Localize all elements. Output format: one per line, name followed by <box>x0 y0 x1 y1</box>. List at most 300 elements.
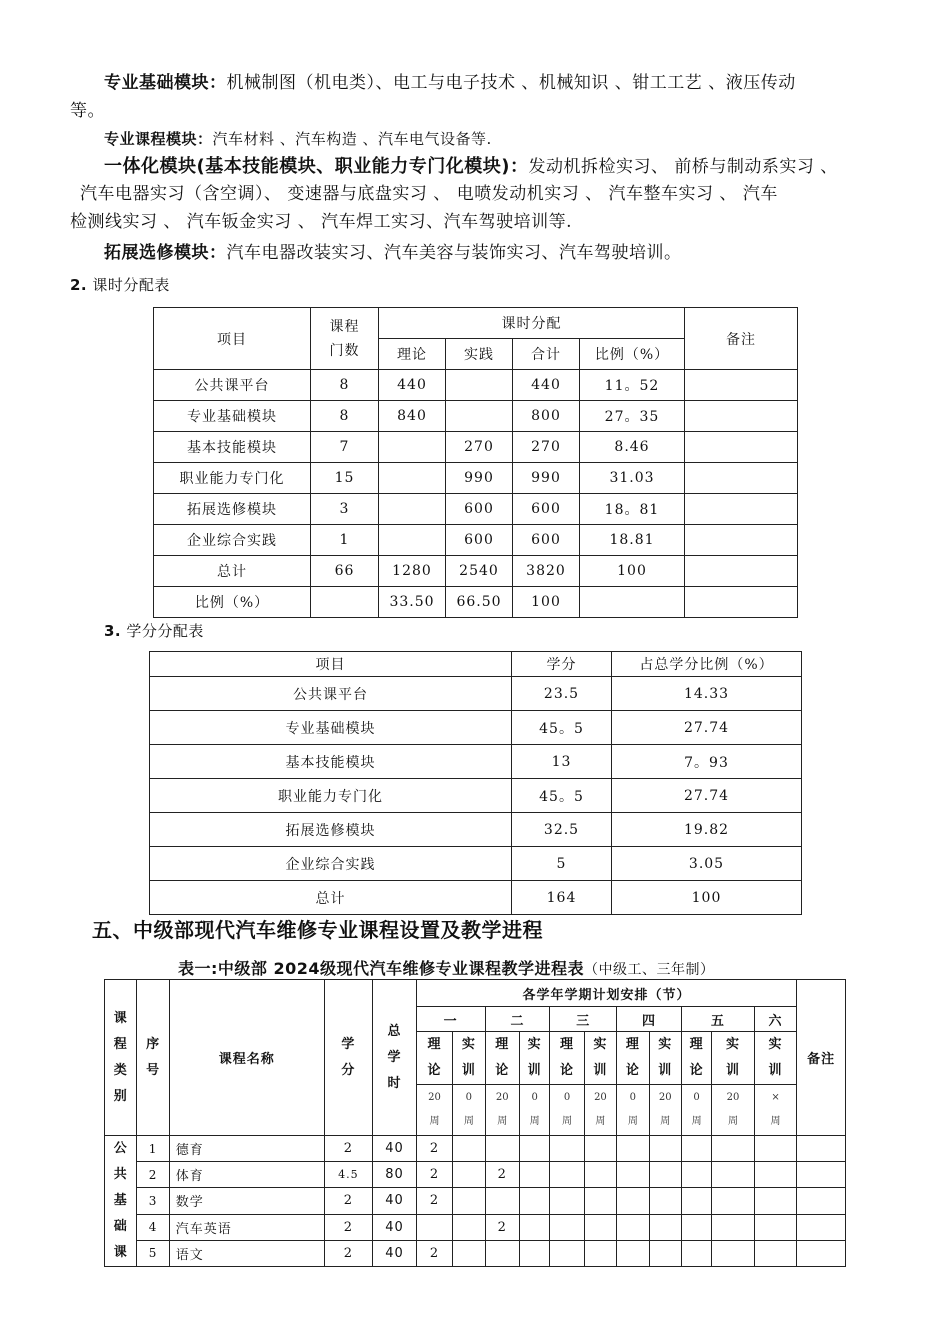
hours-table-cell <box>685 370 798 401</box>
plan-cell <box>712 1162 755 1188</box>
plan-cell <box>681 1162 711 1188</box>
note-cell <box>797 1162 846 1188</box>
vertical-char: 实 <box>768 1037 783 1052</box>
week-count: 0 <box>531 1092 538 1103</box>
plan-cell <box>584 1162 616 1188</box>
schedule-row <box>105 1214 846 1240</box>
hours-table-cell: 66 <box>311 556 379 587</box>
hours-table-row <box>154 587 798 618</box>
week-unit: 周 <box>562 1116 573 1127</box>
plan-cell <box>584 1214 616 1240</box>
credits-table-row <box>150 745 802 779</box>
plan-cell: 2 <box>416 1188 452 1214</box>
plan-cell <box>519 1214 549 1240</box>
hours-table-cell: 100 <box>580 556 685 587</box>
hours-table-cell: 8 <box>311 370 379 401</box>
hours-table-cell <box>580 587 685 618</box>
plan-cell <box>550 1136 584 1162</box>
hours-table-cell: 31.03 <box>580 463 685 494</box>
credits-table-cell: 企业综合实践 <box>150 847 512 881</box>
header-practice: 实践 <box>446 339 513 370</box>
credits-table-row <box>150 779 802 813</box>
schedule-row <box>105 1240 846 1266</box>
plan-cell <box>649 1240 681 1266</box>
section-5-heading: 五、中级部现代汽车维修专业课程设置及教学进程 <box>92 918 543 942</box>
term-header: 三 <box>550 1007 617 1032</box>
hours-table-row <box>154 432 798 463</box>
week-unit: 周 <box>463 1116 474 1127</box>
week-cell <box>617 1085 649 1136</box>
course-name-cell: 汽车英语 <box>169 1214 324 1240</box>
header-seq <box>137 980 169 1136</box>
plan-cell <box>712 1136 755 1162</box>
vertical-char: 论 <box>689 1063 704 1078</box>
plan-cell <box>681 1188 711 1214</box>
vertical-char: 训 <box>461 1063 476 1078</box>
week-count: 20 <box>726 1092 740 1103</box>
week-count: 0 <box>465 1092 473 1103</box>
paragraph-professional-courses <box>104 126 492 153</box>
vertical-char: 实 <box>461 1037 476 1052</box>
plan-cell <box>519 1188 549 1214</box>
hours-cell: 40 <box>373 1136 417 1162</box>
credits-table-cell: 100 <box>612 881 802 915</box>
vertical-char: 论 <box>625 1063 640 1078</box>
hours-table-cell: 18。81 <box>580 494 685 525</box>
week-cell <box>550 1085 584 1136</box>
plan-cell <box>681 1136 711 1162</box>
vertical-char: 础 <box>113 1219 128 1234</box>
hours-cell: 40 <box>373 1240 417 1266</box>
vertical-char: 共 <box>113 1167 128 1182</box>
credits-table-cell: 5 <box>512 847 612 881</box>
section-2-heading <box>70 272 170 299</box>
type-header <box>712 1032 755 1085</box>
hours-cell: 40 <box>373 1188 417 1214</box>
hours-table-cell: 7 <box>311 432 379 463</box>
hours-table-row <box>154 556 798 587</box>
hours-table-cell: 企业综合实践 <box>154 525 311 556</box>
credits-table-row <box>150 847 802 881</box>
vertical-char: 理 <box>560 1037 575 1052</box>
hours-table-row <box>154 494 798 525</box>
vertical-char: 理 <box>689 1037 704 1052</box>
hours-table-cell: 18.81 <box>580 525 685 556</box>
credits-table-cell: 45。5 <box>512 711 612 745</box>
credits-header-credit: 学分 <box>512 652 612 677</box>
header-course-name: 课程名称 <box>169 980 324 1136</box>
header-item: 项目 <box>154 308 311 370</box>
vertical-char: 公 <box>113 1141 128 1156</box>
vertical-char: 训 <box>593 1063 608 1078</box>
plan-cell <box>681 1214 711 1240</box>
section-2-title: 课时分配表 <box>92 276 170 294</box>
hours-table-cell <box>685 401 798 432</box>
hours-table-cell <box>685 494 798 525</box>
week-unit: 周 <box>429 1116 440 1127</box>
hours-cell: 80 <box>373 1162 417 1188</box>
plan-cell <box>649 1214 681 1240</box>
hours-table-cell <box>379 463 446 494</box>
section-3-title: 学分分配表 <box>126 622 204 640</box>
plan-cell <box>754 1240 797 1266</box>
vertical-char: 实 <box>593 1037 608 1052</box>
week-cell <box>453 1085 485 1136</box>
plan-cell <box>416 1214 452 1240</box>
vertical-char: 学 <box>341 1036 356 1052</box>
hours-table-cell: 11。52 <box>580 370 685 401</box>
plan-cell: 2 <box>416 1162 452 1188</box>
plan-cell: 2 <box>485 1214 519 1240</box>
week-count: 20 <box>658 1092 672 1103</box>
hours-table-cell: 600 <box>513 494 580 525</box>
vertical-char: 序 <box>146 1036 161 1052</box>
hours-table-cell: 1280 <box>379 556 446 587</box>
week-count: 20 <box>428 1092 441 1103</box>
week-unit: 周 <box>728 1116 739 1127</box>
section-3-heading <box>104 618 204 645</box>
plan-cell: 2 <box>416 1136 452 1162</box>
plan-cell <box>754 1188 797 1214</box>
seq-cell: 3 <box>137 1188 169 1214</box>
hours-table-cell: 440 <box>513 370 580 401</box>
schedule-table-subtitle: （中级工、三年制） <box>584 962 715 978</box>
plan-cell <box>754 1136 797 1162</box>
paragraph-electives <box>104 240 682 267</box>
hours-table-cell: 66.50 <box>446 587 513 618</box>
credits-table-cell: 总计 <box>150 881 512 915</box>
credits-table-cell: 职业能力专门化 <box>150 779 512 813</box>
credits-table-cell: 27.74 <box>612 779 802 813</box>
text-professional-courses: 汽车材料 、汽车构造 、汽车电气设备等. <box>212 130 492 148</box>
category-cell <box>105 1136 137 1267</box>
type-header <box>485 1032 519 1085</box>
header-total: 合计 <box>513 339 580 370</box>
type-header <box>681 1032 711 1085</box>
hours-table-cell: 1 <box>311 525 379 556</box>
plan-cell <box>550 1162 584 1188</box>
type-header <box>584 1032 616 1085</box>
header-alloc: 课时分配 <box>379 308 685 339</box>
credits-table-row <box>150 813 802 847</box>
credits-table-cell: 基本技能模块 <box>150 745 512 779</box>
type-header <box>416 1032 452 1085</box>
hours-table-cell: 990 <box>513 463 580 494</box>
credits-table-row <box>150 881 802 915</box>
term-header: 四 <box>617 1007 682 1032</box>
hours-table-cell: 总计 <box>154 556 311 587</box>
plan-cell <box>649 1136 681 1162</box>
term-header: 二 <box>485 1007 550 1032</box>
text-electives: 汽车电器改装实习、汽车美容与装饰实习、汽车驾驶培训。 <box>226 243 682 263</box>
note-cell <box>797 1240 846 1266</box>
week-cell <box>485 1085 519 1136</box>
hours-table-cell <box>379 525 446 556</box>
hours-table-cell <box>685 556 798 587</box>
week-unit: 周 <box>660 1116 671 1127</box>
hours-table-cell <box>446 401 513 432</box>
week-count: 0 <box>563 1092 571 1103</box>
vertical-char: 论 <box>427 1063 442 1078</box>
credits-table-cell: 3.05 <box>612 847 802 881</box>
hours-table-cell: 600 <box>446 494 513 525</box>
hours-table <box>153 307 798 618</box>
vertical-char: 理 <box>625 1037 640 1052</box>
plan-cell <box>649 1188 681 1214</box>
paragraph-professional-basics <box>104 70 796 97</box>
vertical-char: 理 <box>427 1037 442 1052</box>
credits-table-cell: 45。5 <box>512 779 612 813</box>
course-name-cell: 语文 <box>169 1240 324 1266</box>
plan-cell <box>584 1136 616 1162</box>
header-plan: 各学年学期计划安排（节） <box>416 980 797 1007</box>
plan-cell: 2 <box>485 1162 519 1188</box>
plan-cell <box>485 1136 519 1162</box>
credits-header-item: 项目 <box>150 652 512 677</box>
week-cell <box>584 1085 616 1136</box>
credits-table-cell: 7。93 <box>612 745 802 779</box>
section-2-number: 2. <box>70 276 88 294</box>
plan-cell <box>617 1162 649 1188</box>
credits-table-row <box>150 677 802 711</box>
plan-cell <box>453 1136 485 1162</box>
week-count: 20 <box>495 1092 509 1103</box>
week-unit: 周 <box>529 1116 540 1127</box>
plan-cell <box>550 1214 584 1240</box>
plan-cell <box>550 1240 584 1266</box>
credits-table-cell: 23.5 <box>512 677 612 711</box>
seq-cell: 5 <box>137 1240 169 1266</box>
vertical-char: 实 <box>527 1037 542 1052</box>
hours-table-cell <box>685 463 798 494</box>
plan-cell <box>649 1162 681 1188</box>
hours-table-cell: 拓展选修模块 <box>154 494 311 525</box>
week-cell <box>519 1085 549 1136</box>
hours-table-cell: 840 <box>379 401 446 432</box>
plan-cell <box>453 1162 485 1188</box>
hours-table-cell: 600 <box>513 525 580 556</box>
plan-cell <box>617 1240 649 1266</box>
header-ratio: 比例（%） <box>580 339 685 370</box>
week-unit: 周 <box>595 1116 606 1127</box>
paragraph-integrated-line2: 汽车电器实习（含空调）、 变速器与底盘实习 、 电喷发动机实习 、 汽车整车实习 、 汽车 <box>80 184 778 204</box>
hours-table-cell: 3 <box>311 494 379 525</box>
credit-cell: 2 <box>324 1188 373 1214</box>
hours-table-cell: 100 <box>513 587 580 618</box>
vertical-char: 实 <box>726 1037 741 1052</box>
type-header <box>550 1032 584 1085</box>
hours-table-cell <box>685 525 798 556</box>
hours-table-cell: 440 <box>379 370 446 401</box>
credits-table-cell: 公共课平台 <box>150 677 512 711</box>
label-professional-courses: 专业课程模块： <box>104 130 213 148</box>
text-integrated: 发动机拆检实习、 前桥与制动系实习 、 <box>528 157 838 177</box>
plan-cell <box>712 1188 755 1214</box>
week-cell <box>712 1085 755 1136</box>
schedule-table <box>104 979 846 1267</box>
hours-table-cell <box>311 587 379 618</box>
credits-table <box>149 651 802 915</box>
week-count: 0 <box>693 1092 700 1103</box>
vertical-char: 时 <box>387 1075 402 1091</box>
type-header <box>754 1032 797 1085</box>
vertical-char: 训 <box>768 1063 783 1078</box>
note-cell <box>797 1214 846 1240</box>
type-header <box>519 1032 549 1085</box>
vertical-char: 分 <box>341 1062 356 1078</box>
hours-table-cell: 3820 <box>513 556 580 587</box>
vertical-char: 总 <box>387 1023 402 1039</box>
plan-cell <box>617 1188 649 1214</box>
schedule-row <box>105 1188 846 1214</box>
hours-table-row <box>154 370 798 401</box>
vertical-char: 号 <box>146 1062 161 1078</box>
hours-cell: 40 <box>373 1214 417 1240</box>
vertical-char: 论 <box>560 1063 575 1078</box>
hours-table-cell: 270 <box>513 432 580 463</box>
term-header: 六 <box>754 1007 797 1032</box>
vertical-char: 训 <box>726 1063 741 1078</box>
week-count: × <box>771 1092 780 1103</box>
seq-cell: 4 <box>137 1214 169 1240</box>
hours-table-cell <box>685 587 798 618</box>
hours-table-cell: 公共课平台 <box>154 370 311 401</box>
header-category <box>105 980 137 1136</box>
hours-table-cell <box>446 370 513 401</box>
hours-table-cell: 33.50 <box>379 587 446 618</box>
hours-table-cell: 27。35 <box>580 401 685 432</box>
credits-table-cell: 32.5 <box>512 813 612 847</box>
plan-cell <box>485 1240 519 1266</box>
plan-cell <box>754 1214 797 1240</box>
vertical-char: 课 <box>113 1245 128 1260</box>
vertical-char: 别 <box>113 1088 128 1104</box>
week-unit: 周 <box>770 1116 781 1127</box>
plan-cell <box>453 1188 485 1214</box>
seq-cell: 2 <box>137 1162 169 1188</box>
label-professional-basics: 专业基础模块： <box>104 73 227 93</box>
hours-table-cell: 800 <box>513 401 580 432</box>
hours-table-row <box>154 463 798 494</box>
course-name-cell: 德育 <box>169 1136 324 1162</box>
week-cell <box>681 1085 711 1136</box>
credit-cell: 2 <box>324 1136 373 1162</box>
plan-cell <box>617 1214 649 1240</box>
week-unit: 周 <box>497 1116 508 1127</box>
header-theory: 理论 <box>379 339 446 370</box>
hours-table-cell: 专业基础模块 <box>154 401 311 432</box>
plan-cell <box>584 1240 616 1266</box>
credit-cell: 2 <box>324 1240 373 1266</box>
header-note: 备注 <box>685 308 798 370</box>
schedule-row <box>105 1136 846 1162</box>
week-unit: 周 <box>627 1116 638 1127</box>
credit-cell: 2 <box>324 1214 373 1240</box>
vertical-char: 论 <box>495 1063 510 1078</box>
type-header <box>649 1032 681 1085</box>
credits-table-row <box>150 711 802 745</box>
plan-cell <box>584 1188 616 1214</box>
vertical-char: 程 <box>113 1036 128 1052</box>
week-unit: 周 <box>691 1116 702 1127</box>
plan-cell <box>712 1240 755 1266</box>
vertical-char: 基 <box>113 1193 128 1208</box>
hours-table-cell: 600 <box>446 525 513 556</box>
plan-cell <box>519 1240 549 1266</box>
credit-cell: 4.5 <box>324 1162 373 1188</box>
text-professional-basics: 机械制图（机电类）、电工与电子技术 、机械知识 、钳工工艺 、液压传动 <box>226 73 796 93</box>
plan-cell <box>617 1136 649 1162</box>
vertical-char: 类 <box>113 1062 128 1078</box>
section-3-number: 3. <box>104 622 122 640</box>
note-cell <box>797 1188 846 1214</box>
vertical-char: 学 <box>387 1049 402 1065</box>
hours-table-cell <box>379 494 446 525</box>
plan-cell <box>754 1162 797 1188</box>
plan-cell: 2 <box>416 1240 452 1266</box>
hours-table-cell: 比例（%） <box>154 587 311 618</box>
plan-cell <box>453 1240 485 1266</box>
credits-table-cell: 27.74 <box>612 711 802 745</box>
week-count: 20 <box>594 1092 607 1103</box>
hours-table-row <box>154 525 798 556</box>
course-name-cell: 数学 <box>169 1188 324 1214</box>
hours-table-cell: 270 <box>446 432 513 463</box>
hours-table-cell: 2540 <box>446 556 513 587</box>
term-header: 五 <box>681 1007 754 1032</box>
type-header <box>617 1032 649 1085</box>
hours-table-cell: 990 <box>446 463 513 494</box>
hours-table-cell: 基本技能模块 <box>154 432 311 463</box>
hours-table-cell: 8.46 <box>580 432 685 463</box>
seq-cell: 1 <box>137 1136 169 1162</box>
plan-cell <box>485 1188 519 1214</box>
header-hours <box>373 980 417 1136</box>
header-note: 备注 <box>797 980 846 1136</box>
vertical-char: 课 <box>113 1010 128 1026</box>
credits-table-cell: 19.82 <box>612 813 802 847</box>
vertical-char: 实 <box>658 1037 673 1052</box>
credits-table-cell: 14.33 <box>612 677 802 711</box>
vertical-char: 训 <box>658 1063 673 1078</box>
plan-cell <box>681 1240 711 1266</box>
week-cell <box>754 1085 797 1136</box>
label-electives: 拓展选修模块： <box>104 243 227 263</box>
plan-cell <box>519 1136 549 1162</box>
plan-cell <box>453 1214 485 1240</box>
hours-table-cell: 15 <box>311 463 379 494</box>
paragraph-continuation: 等。 <box>70 101 105 121</box>
credits-table-cell: 13 <box>512 745 612 779</box>
paragraph-integrated <box>104 153 838 181</box>
vertical-char: 理 <box>495 1037 510 1052</box>
week-count: 0 <box>629 1092 636 1103</box>
credits-table-cell: 拓展选修模块 <box>150 813 512 847</box>
header-credit <box>324 980 373 1136</box>
hours-table-row <box>154 401 798 432</box>
hours-table-cell <box>685 432 798 463</box>
vertical-char: 训 <box>527 1063 542 1078</box>
course-name-cell: 体育 <box>169 1162 324 1188</box>
credits-table-cell: 专业基础模块 <box>150 711 512 745</box>
plan-cell <box>550 1188 584 1214</box>
label-integrated: 一体化模块(基本技能模块、职业能力专门化模块)： <box>104 156 529 177</box>
hours-table-cell: 8 <box>311 401 379 432</box>
paragraph-integrated-line3: 检测线实习 、 汽车钣金实习 、 汽车焊工实习、汽车驾驶培训等. <box>70 212 573 232</box>
plan-cell <box>712 1214 755 1240</box>
plan-cell <box>519 1162 549 1188</box>
hours-table-cell <box>379 432 446 463</box>
